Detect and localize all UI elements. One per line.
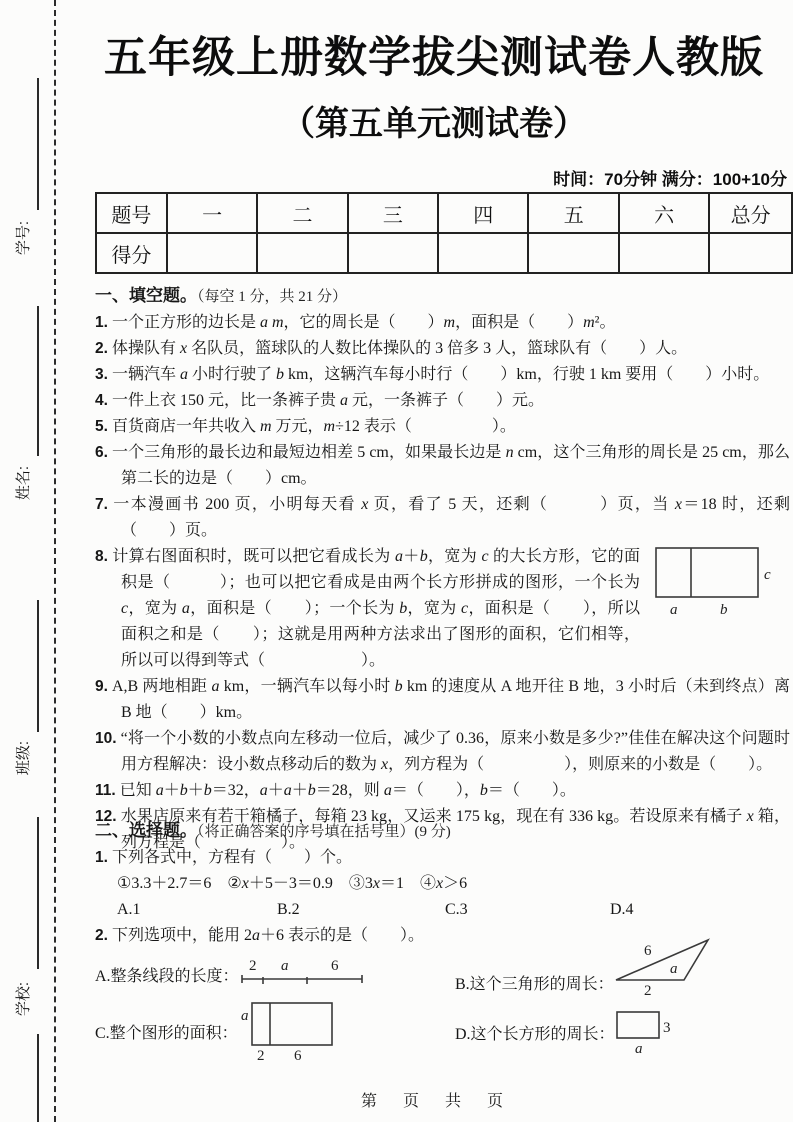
score-cell <box>619 233 709 273</box>
question-8-figure <box>650 546 790 624</box>
rectangle-figure <box>615 1008 681 1056</box>
svg-text:a: a <box>634 1041 643 1056</box>
svg-text:a: a <box>669 961 678 977</box>
school-label: 学校: <box>15 981 32 1017</box>
triangle-figure <box>614 938 712 998</box>
score-table-cell: 总分 <box>709 193 792 233</box>
choice2-option-d <box>455 1008 681 1056</box>
score-table-cell: 一 <box>167 193 257 233</box>
score-table-score-row <box>96 233 792 273</box>
score-table <box>95 192 793 274</box>
option-b-label: B.这个三角形的周长： <box>455 976 614 993</box>
svg-text:6: 6 <box>643 943 652 959</box>
seal-dashed-line <box>54 0 56 1122</box>
score-table-cell: 题号 <box>96 193 167 233</box>
class-label: 班级: <box>15 740 32 776</box>
question-1: 1. 一个正方形的边长是 a m，它的周长是（ ）m，面积是（ ）m²。 <box>95 314 616 331</box>
svg-text:2: 2 <box>256 1048 265 1062</box>
option-c: C.3 <box>445 901 468 918</box>
question-11: 11. 已知 a＋b＋b＝32，a＋a＋b＝28，则 a＝（ ），b＝（ ）。 <box>95 782 576 799</box>
score-table-header-row <box>96 193 792 233</box>
school-blank-line-2 <box>37 1034 39 1122</box>
name-blank-line <box>37 306 39 456</box>
score-table-cell: 六 <box>619 193 709 233</box>
question-10: 10. “将一个小数的小数点向左移动一位后，减少了 0.36，原来小数是多少?”佳佳在解决这个问题时用方程解决：设小数点移动后的数为 x，列方程为（ ），则原来的小数是（ ）。 <box>95 730 790 773</box>
name-label: 姓名: <box>15 465 32 501</box>
score-row-label: 得分 <box>96 233 167 273</box>
question-9: 9. A,B 两地相距 a km，一辆汽车以每小时 b km 的速度从 A 地开往 B 地，3 小时后（未到终点）离 B 地（ ）km。 <box>95 678 790 721</box>
question-2: 2. 体操队有 x 名队员，篮球队的人数比体操队的 3 倍多 3 人，篮球队有（ ）人。 <box>95 340 688 357</box>
section2-heading <box>95 818 790 845</box>
score-cell <box>348 233 438 273</box>
score-cell <box>438 233 528 273</box>
svg-text:a: a <box>670 602 678 618</box>
section-multiple-choice <box>95 818 790 949</box>
svg-text:b: b <box>720 602 728 618</box>
section1-heading-note: （每空 1 分，共 21 分） <box>197 289 348 305</box>
score-table-cell: 四 <box>438 193 528 233</box>
score-table-cell: 二 <box>257 193 347 233</box>
divided-rectangle-figure <box>650 546 790 624</box>
class-blank-line <box>37 600 39 732</box>
choice2-option-a <box>95 952 365 986</box>
student-id-label: 学号: <box>15 220 32 256</box>
section1-heading <box>95 283 790 310</box>
choice2-option-b <box>455 938 712 998</box>
svg-text:6: 6 <box>293 1048 302 1062</box>
segment-figure <box>241 952 365 986</box>
section1-heading-text: 一、填空题。 <box>95 286 197 305</box>
student-id-blank-line <box>37 78 39 210</box>
score-cell <box>167 233 257 273</box>
question-12: 12. 水果店原来有若干箱橘子，每箱 23 kg，又运来 175 kg，现在有 336 kg。若设原来有橘子 x 箱，列方程是（ ）。 <box>95 808 790 851</box>
svg-text:a: a <box>280 958 289 974</box>
svg-text:2: 2 <box>643 983 652 998</box>
question-5: 5. 百货商店一年共收入 m 万元，m÷12 表示（ ）。 <box>95 418 516 435</box>
svg-text:a: a <box>240 1008 249 1024</box>
option-b: B.2 <box>277 901 300 918</box>
question-8: 8. 计算右图面积时，既可以把它看成长为 a＋b，宽为 c 的大长方形，它的面积是（ ）；也可以把它看成是由两个长方形拼成的图形，一个长为 c，宽为 a，面积是（ ）；一个长为 b，宽为 c，面积是（ ），所以面积之和是（ ）；这就是用两种方法求出了图形的面积，它们相等，所以可以得到等式（ ）。 <box>95 548 640 669</box>
score-cell <box>528 233 618 273</box>
option-d: D.4 <box>610 901 634 918</box>
section2-heading-note: （将正确答案的序号填在括号里）(9 分) <box>197 824 451 840</box>
page-title: 五年级上册数学拔尖测试卷人教版 <box>104 34 764 82</box>
section-fill-in-blanks <box>95 283 790 856</box>
page-footer: 第 页 共 页 <box>360 1093 507 1110</box>
svg-text:3: 3 <box>662 1020 671 1036</box>
svg-text:c: c <box>764 567 771 583</box>
option-a: A.1 <box>117 901 141 918</box>
choice-question-1-options <box>95 897 790 923</box>
svg-text:6: 6 <box>330 958 339 974</box>
question-3: 3. 一辆汽车 a 小时行驶了 b km，这辆汽车每小时行（ ）km，行驶 1 km 要用（ ）小时。 <box>95 366 770 383</box>
score-cell <box>709 233 792 273</box>
page-subtitle: （第五单元测试卷） <box>281 105 587 143</box>
choice-question-1-items: ①3.3＋2.7＝6 ②x＋5－3＝0.9 ③3x＝1 ④x＞6 <box>117 875 468 892</box>
score-table-cell: 五 <box>528 193 618 233</box>
school-blank-line <box>37 817 39 969</box>
option-a-label: A.整条线段的长度： <box>95 968 239 985</box>
divided-area-figure <box>238 1000 344 1062</box>
question-4: 4. 一件上衣 150 元，比一条裤子贵 a 元，一条裤子（ ）元。 <box>95 392 544 409</box>
question-6: 6. 一个三角形的最长边和最短边相差 5 cm，如果最长边是 n cm，这个三角形的周长是 25 cm，那么第二长的边是（ ）cm。 <box>95 444 790 487</box>
score-cell <box>257 233 347 273</box>
choice-question-1: 1. 下列各式中，方程有（ ）个。 <box>95 849 352 866</box>
option-d-label: D.这个长方形的周长： <box>455 1025 615 1043</box>
section2-heading-text: 二、选择题。 <box>95 821 197 840</box>
svg-text:2: 2 <box>248 958 257 974</box>
choice2-option-c <box>95 1000 344 1062</box>
score-table-cell: 三 <box>348 193 438 233</box>
choice-question-2: 2. 下列选项中，能用 2a＋6 表示的是（ ）。 <box>95 927 424 944</box>
time-score-info: 时间：70分钟 满分：100+10分 <box>553 170 787 189</box>
option-c-label: C.整个图形的面积： <box>95 1024 238 1042</box>
question-7: 7. 一本漫画书 200 页，小明每天看 x 页，看了 5 天，还剩（ ）页，当 x＝18 时，还剩（ ）页。 <box>95 496 790 539</box>
